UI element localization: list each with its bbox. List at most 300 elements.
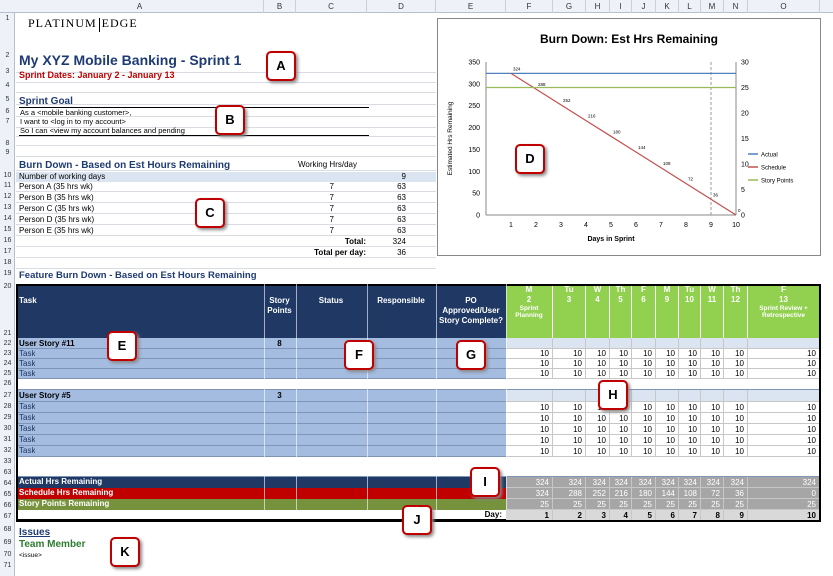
task-name[interactable]: Task [19,424,36,433]
hours-cell[interactable]: 10 [553,402,586,413]
chart-title: Burn Down: Est Hrs Remaining [539,32,719,46]
hours-cell[interactable]: 25 [610,499,632,510]
person-hrs-per-day[interactable]: 7 [329,215,334,224]
annotation-badge-a: A [266,51,296,81]
row-header-10[interactable]: 10 [3,172,12,179]
row-header-65[interactable]: 65 [3,491,12,498]
actual-hrs-row-label: Actual Hrs Remaining [19,477,103,486]
issues-heading: Issues [19,527,51,538]
total-value: 324 [392,237,406,246]
data-label: 288 [538,82,546,88]
burndown-chart[interactable] [437,18,821,256]
hours-cell[interactable]: 10 [506,424,553,435]
sprint-goal-line-3[interactable]: So I can <view my account balances and pending [20,126,185,135]
x-axis-label: Days in Sprint [587,236,635,243]
column-header-L[interactable]: L [679,0,701,13]
hours-cell[interactable]: 10 [701,349,724,359]
hours-cell[interactable]: 4 [610,510,632,521]
date-label: 13 [779,295,788,304]
row-header-7[interactable]: 7 [5,118,10,125]
hours-cell[interactable]: 10 [586,424,610,435]
table-border [16,284,821,522]
row-header-1[interactable]: 1 [5,15,10,22]
data-label: 0 [738,208,741,213]
column-headers [0,0,833,13]
burndown-chart-svg [438,19,820,255]
y-tick-label: 100 [468,168,480,176]
hours-cell[interactable]: 9 [724,510,748,521]
hours-cell[interactable]: 10 [748,402,820,413]
hours-cell[interactable]: 10 [632,402,656,413]
column-header-B[interactable]: B [264,0,296,13]
series-line-schedule [511,73,736,215]
hours-cell[interactable]: 10 [632,359,656,369]
y-tick-label: 300 [468,81,480,89]
team-member-label: Team Member [19,539,86,550]
hours-cell[interactable]: 10 [586,349,610,359]
data-label: 36 [713,192,719,198]
hours-cell[interactable]: 10 [553,446,586,457]
hours-cell[interactable]: 10 [632,369,656,379]
hours-cell[interactable]: 180 [632,488,656,499]
col-divider [506,284,507,510]
hours-cell[interactable]: 10 [701,424,724,435]
weekday-label: W [593,285,602,294]
row-header-17[interactable]: 17 [3,248,12,255]
data-label: 252 [563,97,571,103]
row-header-63[interactable]: 63 [3,469,12,476]
row-header-2[interactable]: 2 [5,52,10,59]
hours-cell[interactable]: 10 [586,359,610,369]
column-header-D[interactable]: D [367,0,436,13]
hours-cell[interactable]: 10 [701,359,724,369]
y-tick-label: 350 [468,59,480,67]
person-total-hrs: 63 [397,204,406,213]
column-header-A[interactable]: A [16,0,264,13]
hours-cell[interactable]: 25 [656,499,679,510]
hours-cell[interactable]: 10 [506,369,553,379]
hours-cell[interactable]: 10 [724,369,748,379]
person-hrs-per-day[interactable]: 7 [329,193,334,202]
annotation-badge-e: E [107,331,137,361]
hours-cell[interactable]: 3 [586,510,610,521]
col-points-header: Story Points [267,296,292,315]
hours-cell[interactable]: 10 [656,424,679,435]
task-name[interactable]: Task [19,359,36,368]
column-header-C[interactable]: C [296,0,367,13]
logo-text-1: PLATINUM [28,16,97,30]
hours-cell[interactable]: 7 [679,510,701,521]
hours-cell[interactable]: 324 [656,477,679,488]
hours-cell[interactable]: 324 [632,477,656,488]
hours-cell[interactable]: 25 [701,499,724,510]
person-name[interactable]: Person E (35 hrs wk) [19,226,94,235]
row-header-12[interactable]: 12 [3,193,12,200]
hours-cell[interactable]: 324 [748,477,820,488]
sprint-dates: Sprint Dates: January 2 - January 13 [19,70,175,80]
hours-cell[interactable]: 10 [586,435,610,446]
person-total-hrs: 63 [397,182,406,191]
row-header-66[interactable]: 66 [3,502,12,509]
weekday-label: F [641,285,646,294]
hours-cell[interactable]: 324 [610,477,632,488]
hours-cell[interactable]: 10 [724,446,748,457]
row-header-27[interactable]: 27 [3,392,12,399]
col-status-header: Status [318,296,344,305]
data-label: 72 [688,176,694,182]
data-label: 144 [638,145,646,151]
hours-cell[interactable]: 10 [553,424,586,435]
hours-cell[interactable]: 10 [679,359,701,369]
hours-cell[interactable]: 216 [610,488,632,499]
weekday-label: Tu [684,285,695,294]
hours-cell[interactable]: 10 [701,369,724,379]
row-header-19[interactable]: 19 [3,270,12,277]
sprint-goal-line-1[interactable]: As a <mobile banking customer>, [20,108,132,117]
hours-cell[interactable]: 10 [679,435,701,446]
row-header-4[interactable]: 4 [5,82,10,89]
hours-cell[interactable]: 10 [586,369,610,379]
hours-cell[interactable]: 10 [701,413,724,424]
weekday-label: M [525,285,533,294]
person-name[interactable]: Person C (35 hrs wk) [19,204,95,213]
column-header-H[interactable]: H [586,0,610,13]
row-header-64[interactable]: 64 [3,480,12,487]
weekday-label: Th [615,285,626,294]
hours-cell[interactable]: 10 [724,424,748,435]
x-tick-label: 1 [509,222,513,229]
total-per-day-value: 36 [397,248,406,257]
hours-cell[interactable]: 10 [748,349,820,359]
hours-cell[interactable]: 10 [656,413,679,424]
hours-cell[interactable]: 10 [724,413,748,424]
column-header-O[interactable]: O [748,0,820,13]
hours-cell[interactable]: 10 [679,446,701,457]
weekday-label: Th [730,285,741,294]
person-total-hrs: 63 [397,215,406,224]
hours-cell[interactable]: 10 [506,402,553,413]
annotation-badge-h: H [598,380,628,410]
hours-cell[interactable]: 324 [553,477,586,488]
hours-cell[interactable]: 10 [679,349,701,359]
hours-cell[interactable]: 108 [679,488,701,499]
annotation-badge-k: K [110,537,140,567]
column-header-N[interactable]: N [724,0,748,13]
x-tick-label: 6 [634,222,638,229]
x-tick-label: 2 [534,222,538,229]
row-header-23[interactable]: 23 [3,350,12,357]
person-name[interactable]: Person D (35 hrs wk) [19,215,95,224]
row-header-3[interactable]: 3 [5,68,10,75]
working-days-label: Number of working days [19,172,106,181]
annotation-badge-i: I [470,467,500,497]
row-header-32[interactable]: 32 [3,447,12,454]
x-tick-label: 8 [684,222,688,229]
y-tick-label: 150 [468,146,480,154]
task-name[interactable]: Task [19,369,36,378]
data-label: 108 [663,160,671,166]
hours-cell[interactable]: 10 [506,349,553,359]
task-name[interactable]: Task [19,402,36,411]
date-label: 6 [641,295,646,304]
row-header-9[interactable]: 9 [5,149,10,156]
row-header-5[interactable]: 5 [5,96,10,103]
person-name[interactable]: Person A (35 hrs wk) [19,182,93,191]
total-label: Total: [344,237,366,246]
date-label: 9 [664,295,670,304]
hours-cell[interactable]: 25 [506,499,553,510]
hours-cell[interactable]: 10 [748,359,820,369]
annotation-badge-c: C [195,198,225,228]
hours-cell[interactable]: 10 [748,446,820,457]
weekday-label: W [708,285,716,294]
hours-cell[interactable]: 2 [553,510,586,521]
hours-cell[interactable]: 10 [748,413,820,424]
hours-cell[interactable]: 10 [679,413,701,424]
data-label: 216 [588,113,596,119]
hours-cell[interactable]: 10 [656,359,679,369]
task-name[interactable]: Task [19,446,36,455]
hours-cell[interactable]: 6 [656,510,679,521]
issue-placeholder[interactable]: <issue> [19,552,42,559]
person-name[interactable]: Person B (35 hrs wk) [19,193,94,202]
hours-cell[interactable]: 10 [748,435,820,446]
row-header-26[interactable]: 26 [3,380,12,387]
data-label: 180 [613,129,621,135]
y-tick-label: 50 [472,190,480,198]
row-header-29[interactable]: 29 [3,414,12,421]
y2-tick-label: 10 [741,161,749,169]
hours-cell[interactable]: 10 [656,349,679,359]
row-header-31[interactable]: 31 [3,436,12,443]
hours-cell[interactable]: 10 [656,446,679,457]
burndown-heading: Burn Down - Based on Est Hours Remaining [19,160,231,171]
hours-cell[interactable]: 10 [553,435,586,446]
y2-tick-label: 25 [741,85,749,92]
y-tick-label: 250 [468,103,480,111]
y2-tick-label: 5 [741,187,745,194]
hours-cell[interactable]: 10 [724,349,748,359]
hours-cell[interactable]: 10 [610,369,632,379]
hours-cell[interactable]: 10 [506,435,553,446]
row-header-33[interactable]: 33 [3,458,12,465]
column-header-F[interactable]: F [506,0,553,13]
hours-cell[interactable]: 10 [553,349,586,359]
hours-cell[interactable]: 10 [610,349,632,359]
annotation-badge-b: B [215,105,245,135]
hours-cell[interactable]: 25 [553,499,586,510]
row-header-25[interactable]: 25 [3,370,12,377]
hours-cell[interactable]: 144 [656,488,679,499]
hours-cell[interactable]: 10 [748,369,820,379]
date-label: 4 [595,295,600,304]
hours-cell[interactable]: 25 [679,499,701,510]
weekday-label: F [781,285,786,294]
hours-cell[interactable]: 10 [553,413,586,424]
hours-cell[interactable]: 10 [701,435,724,446]
page-title: My XYZ Mobile Banking - Sprint 1 [19,52,242,68]
row-header-8[interactable]: 8 [5,140,10,147]
column-header-I[interactable]: I [610,0,632,13]
hours-cell[interactable]: 8 [701,510,724,521]
story-points-value[interactable]: 8 [277,339,282,348]
hours-cell[interactable]: 36 [724,488,748,499]
hours-cell[interactable]: 10 [632,435,656,446]
col-divider [296,284,297,510]
task-name[interactable]: Task [19,435,36,444]
row-header-11[interactable]: 11 [3,182,12,189]
weekday-label: M [663,285,671,294]
sprint-goal-heading: Sprint Goal [19,96,73,107]
column-header-K[interactable]: K [656,0,679,13]
working-hours-header: Working Hrs/day [298,160,357,169]
hours-cell[interactable]: 10 [586,446,610,457]
row-header-67[interactable]: 67 [3,513,12,520]
row-header-70[interactable]: 70 [3,551,12,558]
hours-cell[interactable]: 324 [586,477,610,488]
hours-cell[interactable]: 10 [679,402,701,413]
logo-text-2: EDGE [101,16,138,30]
story-points-value[interactable]: 3 [277,391,282,400]
hours-cell[interactable]: 10 [656,369,679,379]
working-days-value[interactable]: 9 [401,172,406,181]
hours-cell[interactable]: 10 [632,349,656,359]
row-header-71[interactable]: 71 [3,562,12,569]
total-per-day-label: Total per day: [314,248,366,257]
hours-cell[interactable]: 10 [701,402,724,413]
legend-label: Story Points [761,178,794,185]
y2-tick-label: 30 [741,59,749,67]
hours-cell[interactable]: 10 [656,402,679,413]
hours-cell[interactable]: 10 [553,359,586,369]
hours-cell[interactable]: 10 [656,435,679,446]
hours-cell[interactable]: 10 [748,510,820,521]
x-tick-label: 5 [609,222,613,229]
user-story-name[interactable]: User Story #11 [19,339,75,348]
hours-cell[interactable]: 10 [632,413,656,424]
hours-cell[interactable]: 72 [701,488,724,499]
hours-cell[interactable]: 10 [610,435,632,446]
hours-cell[interactable]: 10 [506,359,553,369]
hours-cell[interactable]: 10 [632,446,656,457]
hours-cell[interactable]: 288 [553,488,586,499]
hours-cell[interactable]: 324 [724,477,748,488]
y-tick-label: 0 [476,212,480,220]
x-tick-label: 7 [659,222,663,229]
sprint-goal-line-2[interactable]: I want to <log in to my account> [20,117,126,126]
hours-cell[interactable]: 10 [506,446,553,457]
row-header-24[interactable]: 24 [3,360,12,367]
hours-cell[interactable]: 5 [632,510,656,521]
col-divider [264,284,265,510]
annotation-badge-g: G [456,340,486,370]
row-header-15[interactable]: 15 [3,226,12,233]
x-tick-label: 3 [559,222,563,229]
hours-cell[interactable]: 10 [610,446,632,457]
hours-cell[interactable]: 10 [748,424,820,435]
column-header-G[interactable]: G [553,0,586,13]
user-story-name[interactable]: User Story #5 [19,391,71,400]
hours-cell[interactable]: 10 [553,369,586,379]
hours-cell[interactable]: 324 [506,488,553,499]
person-hrs-per-day[interactable]: 7 [329,182,334,191]
hours-cell[interactable]: 25 [632,499,656,510]
hours-cell[interactable]: 10 [506,413,553,424]
hours-cell[interactable]: 25 [724,499,748,510]
row-header-18[interactable]: 18 [3,259,12,266]
task-name[interactable]: Task [19,349,36,358]
row-header-20[interactable]: 20 [3,283,12,290]
hours-cell[interactable]: 10 [724,402,748,413]
col-po-header: PO Approved/User Story Complete? [438,296,503,325]
x-tick-label: 9 [709,222,713,229]
row-header-28[interactable]: 28 [3,403,12,410]
hours-cell[interactable]: 10 [610,424,632,435]
row-header-22[interactable]: 22 [3,340,12,347]
hours-cell[interactable]: 0 [748,488,820,499]
row-header-6[interactable]: 6 [5,108,10,115]
row-header-68[interactable]: 68 [3,526,12,533]
hours-cell[interactable]: 1 [506,510,553,521]
day-note: Sprint Review + Retrospective [759,305,808,319]
hours-cell[interactable]: 25 [586,499,610,510]
hours-cell[interactable]: 10 [724,359,748,369]
hours-cell[interactable]: 10 [586,413,610,424]
row-header-21[interactable]: 21 [3,330,12,337]
person-hrs-per-day[interactable]: 7 [329,226,334,235]
data-label: 324 [513,66,521,72]
hours-cell[interactable]: 10 [724,435,748,446]
hours-cell[interactable]: 252 [586,488,610,499]
legend-label: Schedule [761,165,787,172]
date-label: 5 [618,295,623,304]
hours-cell[interactable]: 10 [679,369,701,379]
hours-cell[interactable]: 10 [679,424,701,435]
hours-cell[interactable]: 324 [701,477,724,488]
hours-cell[interactable]: 10 [610,359,632,369]
weekday-label: Tu [564,285,574,294]
hours-cell[interactable]: 10 [701,446,724,457]
feature-heading: Feature Burn Down - Based on Est Hours Remaining [19,270,257,281]
day-note: Sprint Planning [515,305,543,319]
task-name[interactable]: Task [19,413,36,422]
hours-cell[interactable]: 324 [679,477,701,488]
row-header-13[interactable]: 13 [3,204,12,211]
row-header-69[interactable]: 69 [3,539,12,546]
column-header-M[interactable]: M [701,0,724,13]
y-tick-label: 200 [468,125,480,133]
platinum-edge-logo [28,16,158,40]
date-label: 3 [566,295,572,304]
hours-cell[interactable]: 10 [632,424,656,435]
hours-cell[interactable]: 10 [610,413,632,424]
date-label: 12 [731,295,740,304]
hours-cell[interactable]: 25 [748,499,820,510]
legend-label: Actual [761,152,778,159]
row-header-30[interactable]: 30 [3,425,12,432]
y2-tick-label: 0 [741,212,745,220]
col-task-header: Task [19,296,37,305]
person-total-hrs: 63 [397,193,406,202]
day-label: Day: [484,510,502,519]
row-header-14[interactable]: 14 [3,215,12,222]
column-header-J[interactable]: J [632,0,656,13]
x-tick-label: 10 [732,222,740,229]
column-header-E[interactable]: E [436,0,506,13]
person-hrs-per-day[interactable]: 7 [329,204,334,213]
row-header-16[interactable]: 16 [3,237,12,244]
hours-cell[interactable]: 324 [506,477,553,488]
